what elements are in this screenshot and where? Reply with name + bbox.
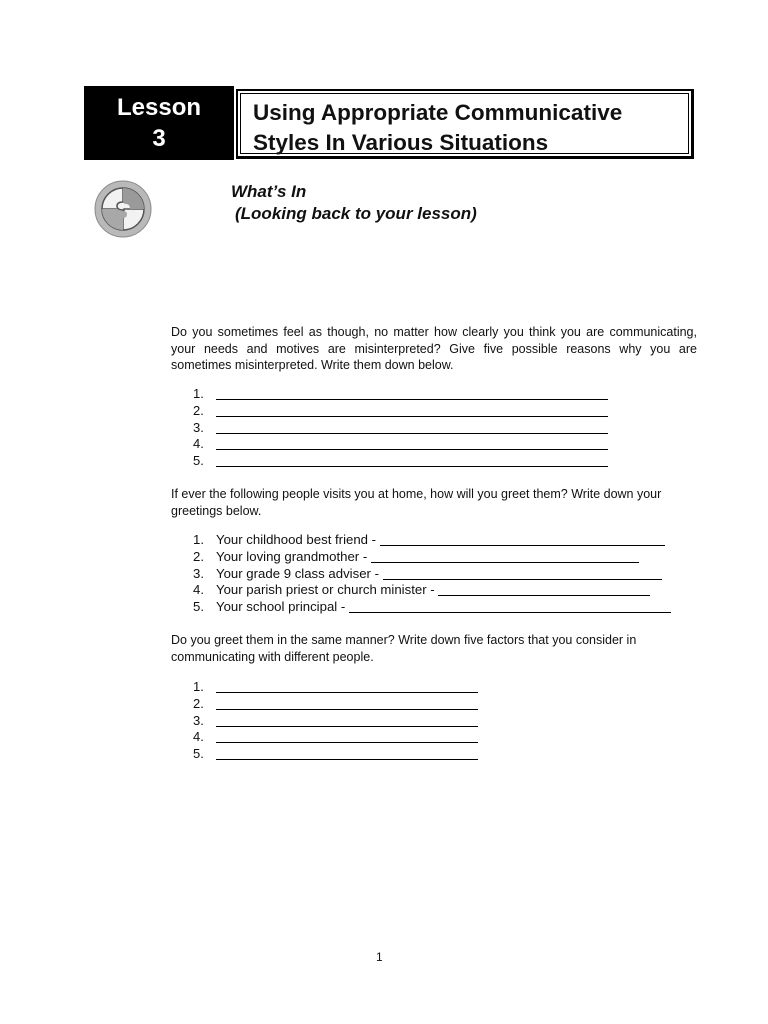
answer-item <box>193 746 478 763</box>
greeting-item <box>193 566 671 583</box>
answer-item <box>193 436 608 453</box>
greeting-label: Your parish priest or church minister - <box>216 582 439 598</box>
section-title: What’s In <box>231 182 307 201</box>
answer-blank[interactable] <box>216 729 478 743</box>
answer-blank[interactable] <box>216 746 478 760</box>
lesson-word: Lesson <box>116 94 202 121</box>
answer-blank[interactable] <box>216 436 608 450</box>
item-number: 2. <box>193 402 204 418</box>
item-number: 4. <box>193 729 204 745</box>
lesson-header <box>84 86 696 160</box>
answer-item <box>193 386 608 403</box>
greeting-label: Your loving grandmother - <box>216 548 371 564</box>
instruction-paragraph-1: Do you sometimes feel as though, no matter how clearly you think you are communicating, your needs and motives are misinterpreted? Give five possible reasons why you are sometimes misinterpreted. Write them down below. <box>171 325 697 372</box>
answer-blank[interactable] <box>216 386 608 400</box>
page-number: 1 <box>376 950 383 964</box>
answer-blank[interactable] <box>216 420 608 434</box>
answer-blank[interactable] <box>383 566 662 580</box>
item-number: 1. <box>193 532 204 547</box>
item-number: 2. <box>193 695 204 711</box>
lesson-title-line-1: Using Appropriate Communicative <box>253 100 623 125</box>
greeting-label: Your grade 9 class adviser - <box>216 565 383 581</box>
answer-item <box>193 453 608 470</box>
answer-item <box>193 729 478 746</box>
greeting-item <box>193 532 671 549</box>
answer-blank[interactable] <box>216 403 608 417</box>
item-number: 5. <box>193 746 204 762</box>
answer-blank[interactable] <box>438 582 650 596</box>
lesson-badge <box>84 86 234 160</box>
greeting-item <box>193 582 671 599</box>
answer-list-reasons <box>193 386 608 470</box>
section-heading <box>231 181 477 225</box>
instruction-paragraph-3: Do you greet them in the same manner? Write down five factors that you consider in communicating with different people. <box>171 633 637 664</box>
answer-blank[interactable] <box>380 532 665 546</box>
answer-blank[interactable] <box>349 599 671 613</box>
answer-blank[interactable] <box>371 549 639 563</box>
item-number: 2. <box>193 548 204 564</box>
lesson-title-box <box>236 89 694 159</box>
lesson-number: 3 <box>152 125 166 152</box>
item-number: 5. <box>193 453 204 469</box>
answer-blank[interactable] <box>216 679 478 693</box>
answer-item <box>193 420 608 437</box>
answer-list-greetings <box>193 532 671 616</box>
answer-item <box>193 713 478 730</box>
greeting-label: Your school principal - <box>216 599 349 615</box>
item-number: 1. <box>193 679 204 694</box>
answer-blank[interactable] <box>216 713 478 727</box>
greeting-item <box>193 599 671 616</box>
section-subtitle: (Looking back to your lesson) <box>235 204 477 223</box>
answer-blank[interactable] <box>216 453 608 467</box>
instruction-paragraph-2: If ever the following people visits you at home, how will you greet them? Write down your greetings below. <box>171 487 662 518</box>
answer-item <box>193 696 478 713</box>
item-number: 3. <box>193 419 204 435</box>
greeting-label: Your childhood best friend - <box>216 532 380 547</box>
puzzle-icon <box>94 180 152 238</box>
lesson-title <box>240 93 689 154</box>
item-number: 4. <box>193 436 204 452</box>
greeting-item <box>193 549 671 566</box>
answer-blank[interactable] <box>216 696 478 710</box>
item-number: 4. <box>193 582 204 598</box>
item-number: 1. <box>193 386 204 401</box>
answer-item <box>193 403 608 420</box>
lesson-title-line-2: Styles In Various Situations <box>253 130 549 155</box>
item-number: 3. <box>193 565 204 581</box>
answer-item <box>193 679 478 696</box>
item-number: 3. <box>193 712 204 728</box>
answer-list-factors <box>193 679 478 763</box>
item-number: 5. <box>193 599 204 615</box>
